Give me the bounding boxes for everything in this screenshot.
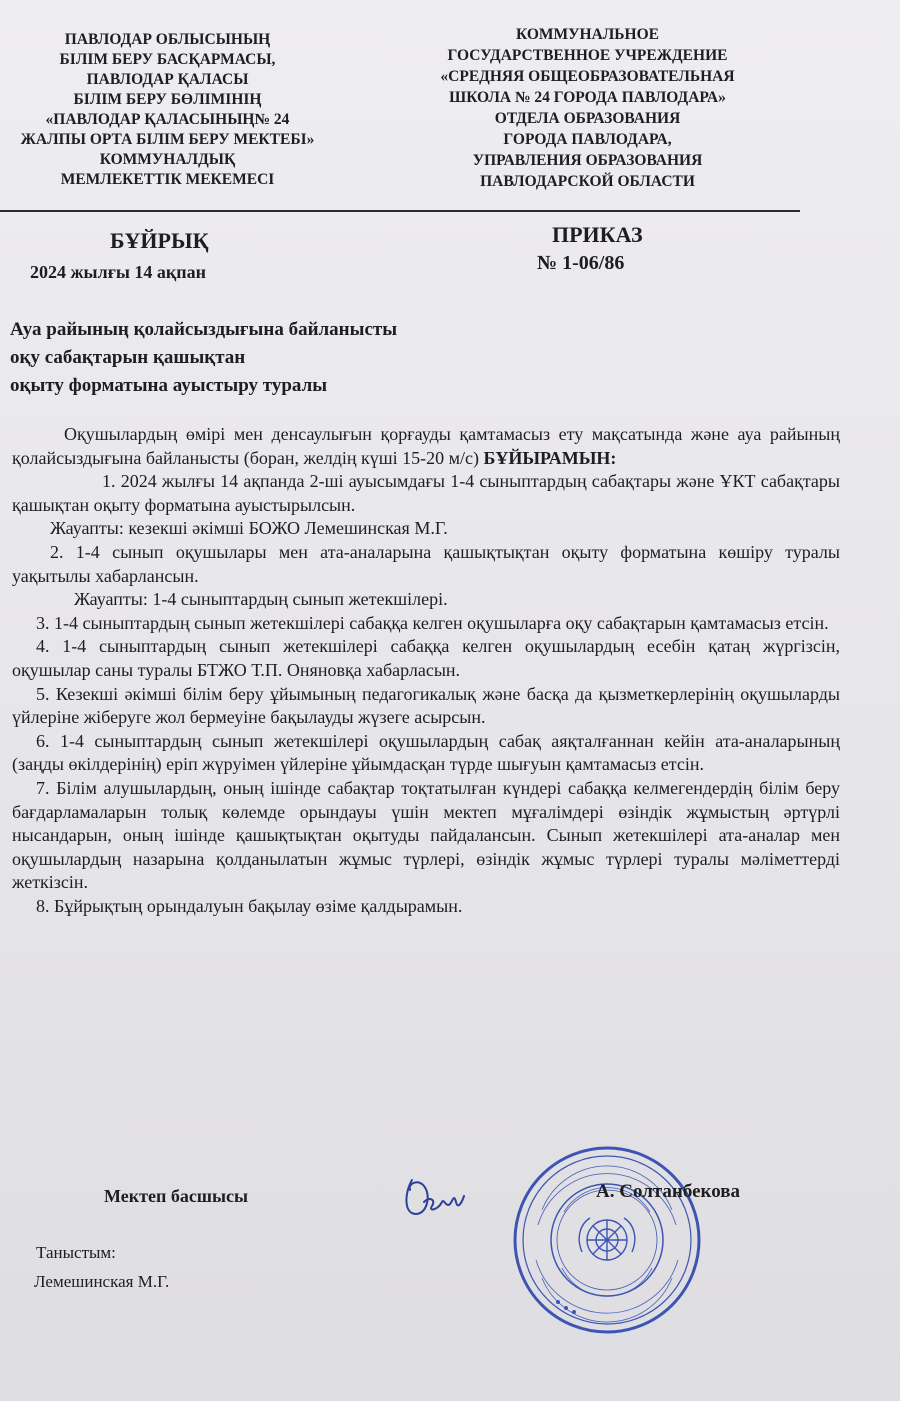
header-line: КОММУНАЛЬНОЕ [515, 26, 660, 43]
header-line: ГОРОДА ПАВЛОДАРА, [503, 131, 672, 148]
official-seal-icon [510, 1140, 705, 1340]
header-line: ПАВЛОДАР ҚАЛАСЫ [86, 71, 249, 88]
subject-line: оқыту форматына ауыстыру туралы [10, 375, 328, 396]
order-title-russian: ПРИКАЗ [552, 222, 643, 247]
paragraph-8: 8. Бұйрықтың орындалуын бақылау өзіме қалдырамын. [36, 895, 463, 916]
responsible-2: Жауапты: 1-4 сыныптардың сынып жетекшілері. [74, 589, 448, 610]
paragraph-1: 1. 2024 жылғы 14 ақпанда 2-ші ауысымдағы 1-4 сыныптардың сабақтары және ҰКТ сабақтары қашықтан оқыту форматына ауыстырылсын. [12, 471, 840, 515]
order-number: № 1-06/86 [537, 252, 625, 274]
header-line: ШКОЛА № 24 ГОРОДА ПАВЛОДАРА» [449, 89, 726, 106]
header-line: ГОСУДАРСТВЕННОЕ УЧРЕЖДЕНИЕ [447, 47, 728, 64]
preamble [12, 423, 840, 470]
responsible-1: Жауапты: кезекші әкімші БОЖО Лемешинская М.Г. [50, 518, 448, 539]
header-line: БІЛІМ БЕРУ БАСҚАРМАСЫ, [59, 51, 276, 68]
header-line: МЕМЛЕКЕТТІК МЕКЕМЕСІ [60, 171, 275, 188]
command-word: БҰЙЫРАМЫН: [483, 447, 617, 468]
handwritten-signature [398, 1172, 468, 1222]
header-line: УПРАВЛЕНИЯ ОБРАЗОВАНИЯ [472, 152, 703, 169]
header-line: «СРЕДНЯЯ ОБЩЕОБРАЗОВАТЕЛЬНАЯ [440, 68, 735, 85]
paragraph-5: 5. Кезекші әкімші білім беру ұйымының педагогикалық және басқа да қызметкерлерінің оқушыларды үйлеріне жіберуге жол бермеуіне бақылауды жүзеге асырсын. [12, 683, 840, 728]
header-line: ОТДЕЛА ОБРАЗОВАНИЯ [494, 110, 681, 127]
paragraph-2: 2. 1-4 сынып оқушылары мен ата-аналарына қашықтықтан оқыту форматына көшіру туралы уақытылы хабарлансын. [12, 541, 840, 586]
header-russian [395, 24, 780, 192]
signer-name: А. Солтанбекова [596, 1181, 741, 1202]
preamble-text: Оқушылардың өмірі мен денсаулығын қорғауды қамтамасыз ету мақсатында және ауа райының қолайсыздығына байланысты (боран, желдің күші 15-20 м/с) [12, 424, 840, 468]
order-date: 2024 жылғы 14 ақпан [30, 262, 207, 282]
header-line: ЖАЛПЫ ОРТА БІЛІМ БЕРУ МЕКТЕБІ» [20, 131, 315, 148]
paragraph-6: 6. 1-4 сыныптардың сынып жетекшілері оқушылардың сабақ аяқталғаннан кейін ата-аналарының (заңды өкілдерінің) еріп жүруімен үйлеріне ұйымдасқан түрде шығуын қамтамасыз етсін. [12, 730, 840, 775]
order-title-kazakh: БҰЙРЫҚ [110, 228, 209, 253]
header-line: «ПАВЛОДАР ҚАЛАСЫНЫҢ№ 24 [45, 111, 290, 128]
acknowledged-name: Лемешинская М.Г. [34, 1272, 170, 1291]
subject-line: Ауа райының қолайсыздығына байланысты [10, 319, 398, 340]
order-body [12, 423, 840, 918]
paragraph-3: 3. 1-4 сыныптардың сынып жетекшілері сабаққа келген оқушыларға оқу сабақтарын қамтамасыз етсін. [36, 612, 829, 633]
header-kazakh [0, 30, 335, 190]
order-subject [10, 316, 570, 400]
paragraph-7: 7. Білім алушылардың, оның ішінде сабақтар тоқтатылған күндері сабаққа келмегендердің білім беру бағдарламаларын толық көлемде орындауы үшін мектеп мұғалімдері өзіндік жұмыстың әртүрлі нысандарын, оның ішінде қашықтықтан оқытуды пайдалансын. Сынып жетекшілері ата-аналар мен оқушылардың назарына қолданылатын жұмыс түрлері, өзіндік жұмыс түрлері туралы мәліметтерді жеткізсін. [12, 777, 840, 893]
header-line: БІЛІМ БЕРУ БӨЛІМІНІҢ [73, 91, 262, 108]
signer-role: Мектеп басшысы [104, 1186, 249, 1206]
paragraph-4: 4. 1-4 сыныптардың сынып жетекшілері сабаққа келген оқушылардың есебін қатаң жүргізсін, оқушылар саны туралы БТЖО Т.П. Оняновқа хабарласын. [12, 636, 840, 680]
header-divider [0, 210, 800, 212]
header-line: КОММУНАЛДЫҚ [99, 151, 236, 168]
subject-line: оқу сабақтарын қашықтан [10, 347, 246, 368]
acknowledged-label: Таныстым: [36, 1243, 116, 1262]
header-line: ПАВЛОДАРСКОЙ ОБЛАСТИ [480, 173, 695, 190]
header-line: ПАВЛОДАР ОБЛЫСЫНЫҢ [64, 31, 271, 48]
